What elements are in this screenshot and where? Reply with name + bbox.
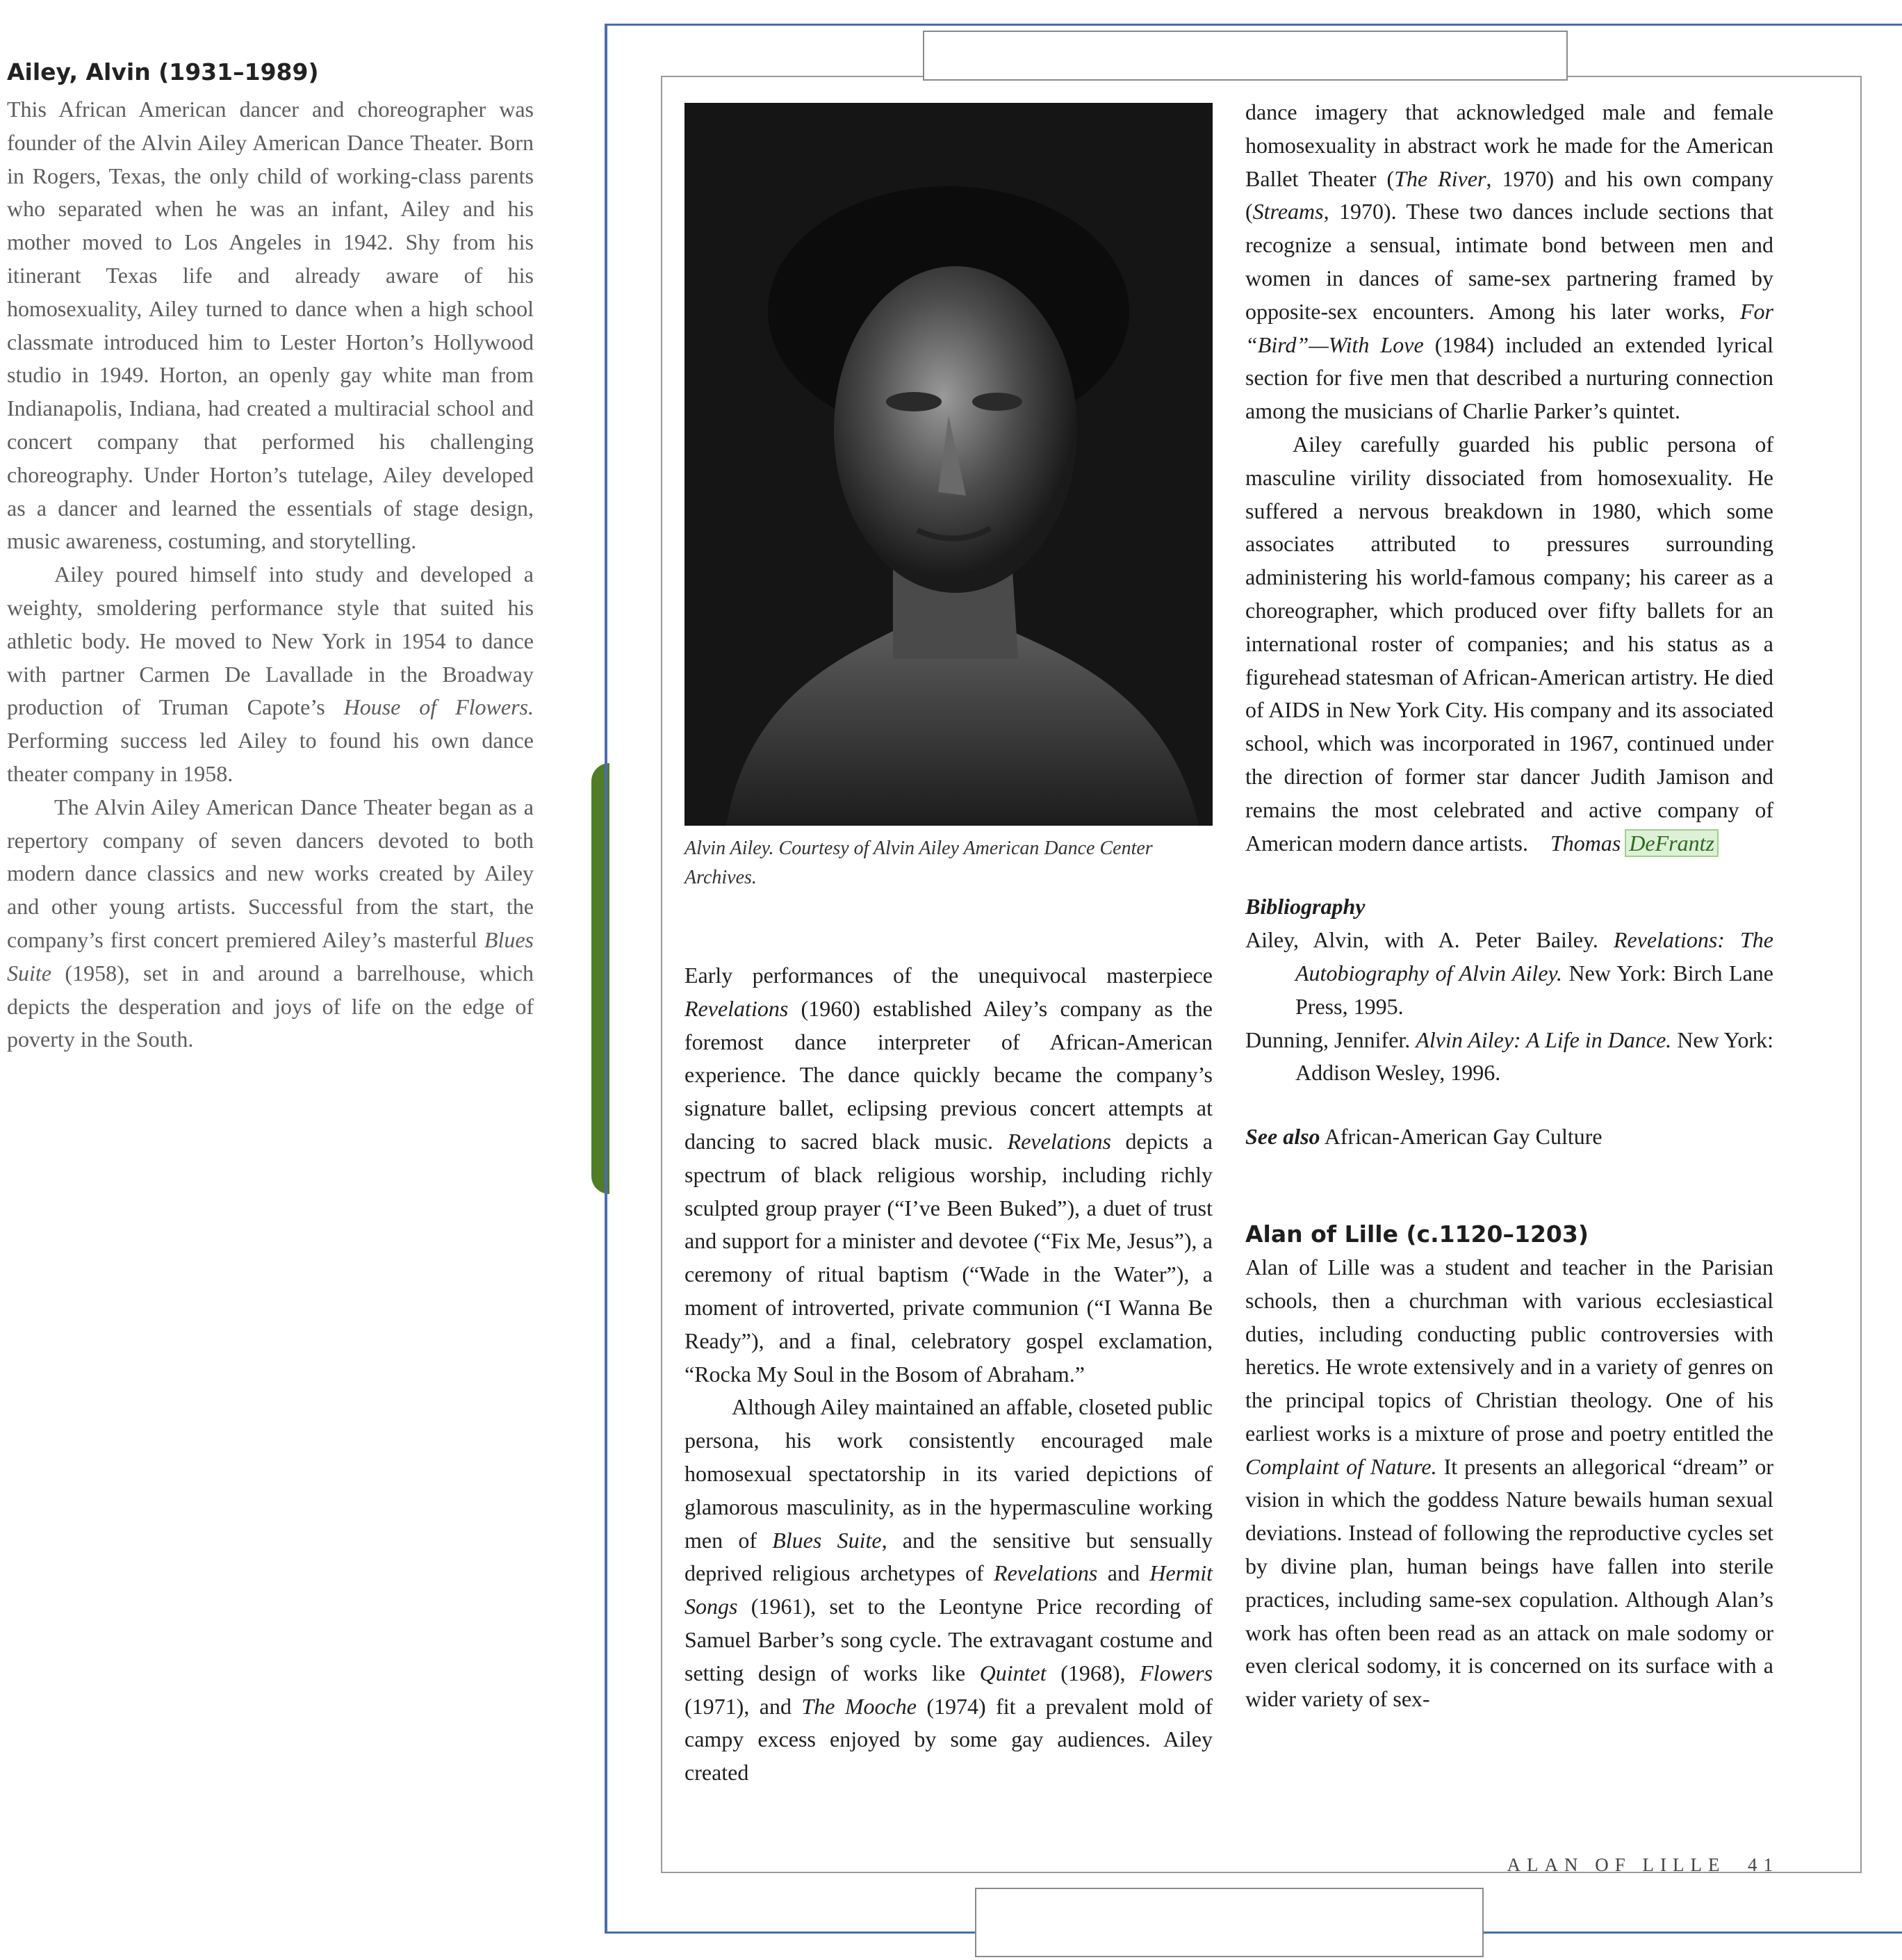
center-paragraph-1: Early performances of the unequivocal masterpiece Revelations (1960) established Ailey’s company as the foremost dance interpreter of African-American experience. The dance quickly became the company’s signature ballet, eclipsing previous concert attempts at dancing to sacred black music. Revelations depicts a spectrum of black religious worship, including richly sculpted group prayer (“I’ve Been Buked”), a duet of trust and support for a minister and devotee (“Fix Me, Jesus”), a ceremony of ritual baptism (“Wade in the Water”), a moment of introverted, private communion (“I Wanna Be Ready”), and a final, celebratory gospel exclamation, “Rocka My Soul in the Bosom of Abraham.” (684, 963, 1213, 1387)
right-column (1245, 96, 1773, 1716)
see-also-reference: See also African-American Gay Culture (1245, 1124, 1602, 1150)
see-also-link[interactable]: African-American Gay Culture (1320, 1124, 1602, 1150)
running-head: ALAN OF LILLE (1507, 1854, 1726, 1875)
top-page-tab (923, 31, 1568, 81)
photo-caption: Alvin Ailey. Courtesy of Alvin Ailey American Dance Center Archives. (684, 838, 1153, 888)
bibliography-entry: Dunning, Jennifer. Alvin Ailey: A Life in Dance. New York: Addison Wesley, 1996. (1245, 1027, 1774, 1086)
author-signature-first: Thomas (1550, 830, 1621, 856)
right-paragraph-1: dance imagery that acknowledged male and female homosexuality in abstract work he made for the American Ballet Theater (The River, 1970) and his own company (Streams, 1970). These two dances include sections that recognize a sensual, intimate bond between men and women in dances of same-sex partnering framed by opposite-sex encounters. Among his later works, For “Bird”—With Love (1984) included an extended lyrical section for five men that described a nurturing connection among the musicians of Charlie Parker’s quintet. (1245, 99, 1774, 424)
entry-heading-ailey: Ailey, Alvin (1931–1989) (7, 58, 319, 85)
center-column (684, 959, 1213, 1790)
right-paragraph-2: Ailey carefully guarded his public persona of masculine virility dissociated from homosexuality. He suffered a nervous breakdown in 1980, which some associates attributed to pressures surrounding administering his world-famous company; his career as a choreographer, which produced over fifty ballets for an international roster of companies; and his status as a figurehead statesman of African-American artistry. He died of AIDS in New York City. His company and its associated school, which was incorporated in 1967, continued under the direction of former star dancer Judith Jamison and remains the most celebrated and active company of American modern dance artists. Thomas DeFrantz (1245, 431, 1773, 856)
alan-paragraph-1: Alan of Lille was a student and teacher in the Parisian schools, then a churchman with various ecclesiastical duties, including conducting public controversies with heretics. He wrote extensively and in a variety of genres on the principal topics of Christian theology. One of his earliest works is a mixture of prose and poetry entitled the Complaint of Nature. It presents an allegorical “dream” or vision in which the goddess Nature bewails human sexual deviations. Instead of following the reproductive cycles set by divine plan, human beings have fallen into sterile practices, including same-sex copulation. Although Alan’s work has often been read as an attack on male sodomy or even clerical sodomy, it is concerned on its surface with a wider variety of sex- (1245, 1254, 1773, 1712)
left-paragraph-3: The Alvin Ailey American Dance Theater began as a repertory company of seven dancers devoted to both modern dance classics and new works created by Ailey and other young artists. Successful from the start, the company’s first concert premiered Ailey’s masterful Blues Suite (1958), set in and around a barrelhouse, which depicts the desperation and joys of life on the edge of poverty in the South. (7, 794, 534, 1052)
bottom-page-tab (975, 1888, 1484, 1957)
center-paragraph-2: Although Ailey maintained an affable, closeted public persona, his work consistently encouraged male homosexual spectatorship in its varied depictions of glamorous masculinity, as in the hypermasculine working men of Blues Suite, and the sensitive but sensually deprived religious archetypes of Revelations and Hermit Songs (1961), set to the Leontyne Price recording of Samuel Barber’s song cycle. The extravagant costume and setting design of works like Quintet (1968), Flowers (1971), and The Mooche (1974) fit a prevalent mold of campy excess enjoyed by some gay audiences. Ailey created (684, 1394, 1213, 1786)
portrait-silhouette (684, 103, 1213, 826)
left-paragraph-2: Ailey poured himself into study and developed a weighty, smoldering performance style that suited his athletic body. He moved to New York in 1954 to dance with partner Carmen De Lavallade in the Broadway production of Truman Capote’s House of Flowers. Performing success led Ailey to found his own dance theater company in 1958. (7, 562, 534, 786)
entry-heading-alan: Alan of Lille (c.1120–1203) (1245, 1220, 1589, 1248)
page-number: 41 (1748, 1854, 1779, 1875)
running-footer (1452, 1854, 1779, 1876)
bibliography-entry: Ailey, Alvin, with A. Peter Bailey. Revelations: The Autobiography of Alvin Ailey. New York: Birch Lane Press, 1995. (1245, 927, 1774, 1019)
portrait-photo (684, 103, 1213, 826)
left-paragraph-1: This African American dancer and choreographer was founder of the Alvin Ailey American Dance Theater. Born in Rogers, Texas, the only child of working-class parents who separated when he was an infant, Ailey and his mother moved to Los Angeles in 1942. Shy from his itinerant Texas life and already aware of his homosexuality, Ailey turned to dance when a high school classmate introduced him to Lester Horton’s Hollywood studio in 1949. Horton, an openly gay white man from Indianapolis, Indiana, had created a multiracial school and concert company that performed his challenging choreography. Under Horton’s tutelage, Ailey developed as a dancer and learned the essentials of stage design, music awareness, costuming, and storytelling. (7, 97, 534, 554)
left-column-entry (7, 56, 534, 1056)
bibliography-heading: Bibliography (1245, 894, 1366, 920)
author-signature-highlight[interactable]: DeFrantz (1626, 831, 1717, 856)
